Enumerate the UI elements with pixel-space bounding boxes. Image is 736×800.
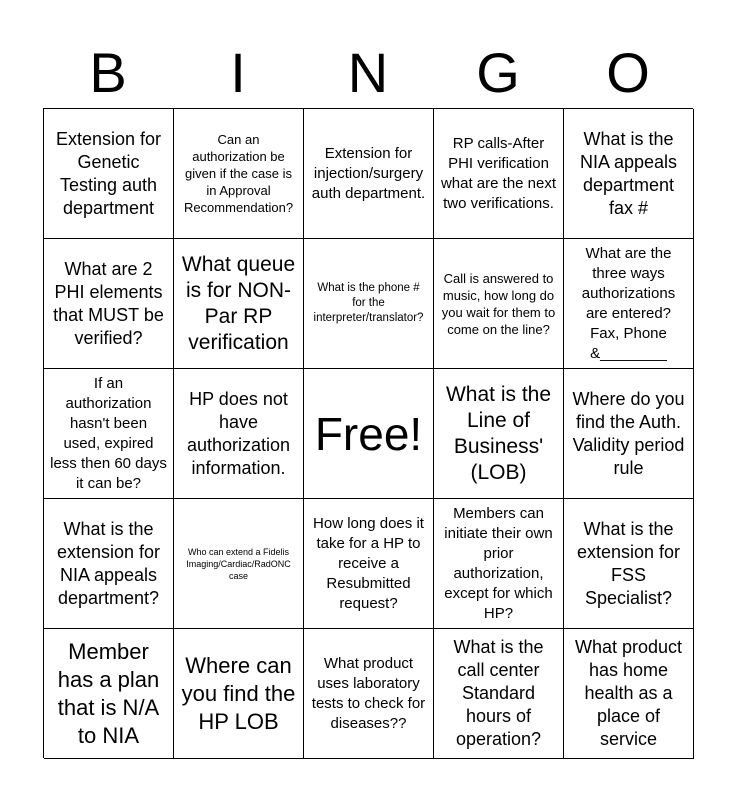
cell-text: Member has a plan that is N/A to NIA xyxy=(57,638,160,748)
bingo-cell[interactable] xyxy=(44,629,174,759)
cell-text: Who can extend a Fidelis Imaging/Cardiac/RadONC case xyxy=(186,546,291,581)
bingo-cell[interactable] xyxy=(434,369,564,499)
bingo-cell[interactable] xyxy=(44,499,174,629)
bingo-cell[interactable] xyxy=(304,629,434,759)
cell-text: Can an authorization be given if the case is in Approval Recommendation? xyxy=(183,132,294,215)
cell-text: Extension for injection/surgery auth department. xyxy=(311,144,426,202)
cell-text: If an authorization hasn't been used, expired less then 60 days it can be? xyxy=(50,374,167,492)
bingo-card-grid xyxy=(43,108,693,758)
cell-text: Call is answered to music, how long do you wait for them to come on the line? xyxy=(441,270,556,337)
cell-text: What is the extension for FSS Specialist? xyxy=(576,518,681,608)
bingo-cell[interactable] xyxy=(304,499,434,629)
bingo-cell[interactable] xyxy=(174,109,304,239)
header-letter-n: N xyxy=(347,41,389,104)
cell-text: What product has home health as a place of service xyxy=(574,637,683,749)
bingo-cell[interactable] xyxy=(564,629,694,759)
bingo-cell[interactable] xyxy=(434,629,564,759)
cell-text: What is the Line of Business' (LOB) xyxy=(445,382,552,484)
cell-text: Members can initiate their own prior authorization, except for which HP? xyxy=(444,504,553,622)
cell-text: RP calls-After PHI verification what are the next two verifications. xyxy=(440,134,557,212)
bingo-cell[interactable] xyxy=(434,499,564,629)
cell-text: HP does not have authorization information. xyxy=(186,388,291,478)
bingo-cell[interactable] xyxy=(174,629,304,759)
cell-text: What are 2 PHI elements that MUST be verified? xyxy=(53,258,164,348)
cell-text: Where can you find the HP LOB xyxy=(181,652,296,734)
header-letter-i: I xyxy=(230,41,246,104)
cell-text: What is the extension for NIA appeals department? xyxy=(56,518,161,608)
bingo-cell[interactable] xyxy=(564,369,694,499)
header-letter-b: B xyxy=(89,41,127,104)
free-space-label: Free! xyxy=(314,407,423,460)
bingo-cell[interactable] xyxy=(434,239,564,369)
cell-text: Extension for Genetic Testing auth department xyxy=(55,128,162,218)
bingo-cell[interactable] xyxy=(44,239,174,369)
cell-text: What queue is for NON-Par RP verification xyxy=(181,252,296,354)
bingo-cell[interactable] xyxy=(304,109,434,239)
cell-text: How long does it take for a HP to receive a Resubmitted request? xyxy=(313,514,424,612)
cell-text: What is the NIA appeals department fax # xyxy=(579,128,678,218)
cell-text: What product uses laboratory tests to check for diseases?? xyxy=(311,654,426,732)
bingo-cell[interactable] xyxy=(564,499,694,629)
bingo-cell[interactable] xyxy=(174,239,304,369)
bingo-cell[interactable] xyxy=(44,369,174,499)
bingo-cell[interactable] xyxy=(304,239,434,369)
header-letter-o: O xyxy=(606,41,650,104)
bingo-header xyxy=(43,38,693,108)
bingo-cell[interactable] xyxy=(174,499,304,629)
bingo-cell[interactable] xyxy=(174,369,304,499)
bingo-cell[interactable] xyxy=(434,109,564,239)
cell-text: What is the call center Standard hours of operation? xyxy=(453,637,544,749)
bingo-cell[interactable] xyxy=(564,239,694,369)
bingo-cell[interactable] xyxy=(564,109,694,239)
cell-text: What is the phone # for the interpreter/translator? xyxy=(313,282,424,324)
header-letter-g: G xyxy=(476,41,520,104)
free-space-cell[interactable] xyxy=(304,369,434,499)
cell-text: Where do you find the Auth. Validity period rule xyxy=(572,388,685,478)
cell-text: What are the three ways authorizations are entered? Fax, Phone &________ xyxy=(581,244,676,362)
bingo-cell[interactable] xyxy=(44,109,174,239)
